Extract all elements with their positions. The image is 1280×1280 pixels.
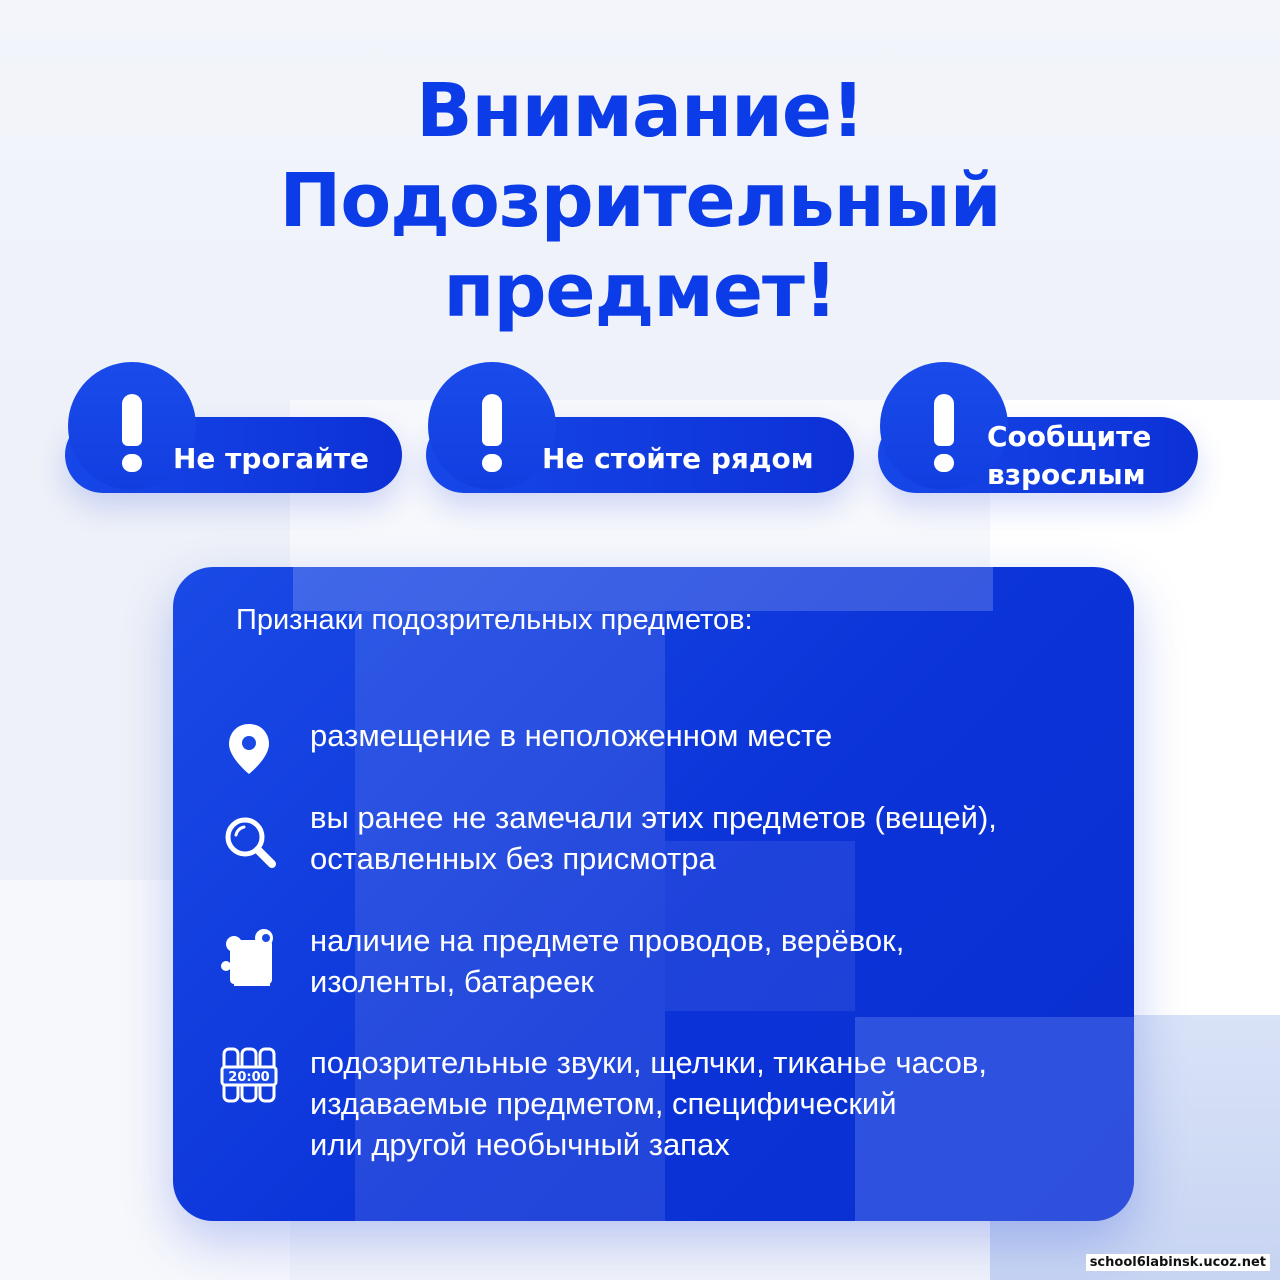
warning-label: Сообщите [987,420,1152,453]
sign-text: подозрительные звуки, щелчки, тиканье часов, [310,1045,987,1080]
sign-text: размещение в неположенном месте [310,718,833,753]
watermark: school6labinsk.ucoz.net [1086,1254,1270,1271]
sign-text: издаваемые предметом, специфический [310,1086,897,1121]
timer-readout: 20:00 [228,1070,270,1085]
page-title [0,66,1280,336]
location-pin-icon [226,722,272,776]
warning-label: взрослым [987,458,1146,491]
sign-text: изоленты, батареек [310,964,594,999]
title-line: предмет! [443,248,837,334]
title-line: Внимание! [416,68,864,154]
timer-bomb-icon [218,1045,280,1105]
sign-text: вы ранее не замечали этих предметов (вещей), [310,800,997,835]
sign-text: или другой необычный запах [310,1127,730,1162]
title-line: Подозрительный [279,158,1001,244]
sign-text: оставленных без присмотра [310,841,716,876]
warning-label: Не трогайте [173,442,370,475]
magnifier-icon [222,815,278,871]
warning-label: Не стойте рядом [542,442,814,475]
taped-package-icon [220,928,278,988]
signs-heading: Признаки подозрительных предметов: [236,604,753,636]
sign-text: наличие на предмете проводов, верёвок, [310,923,905,958]
